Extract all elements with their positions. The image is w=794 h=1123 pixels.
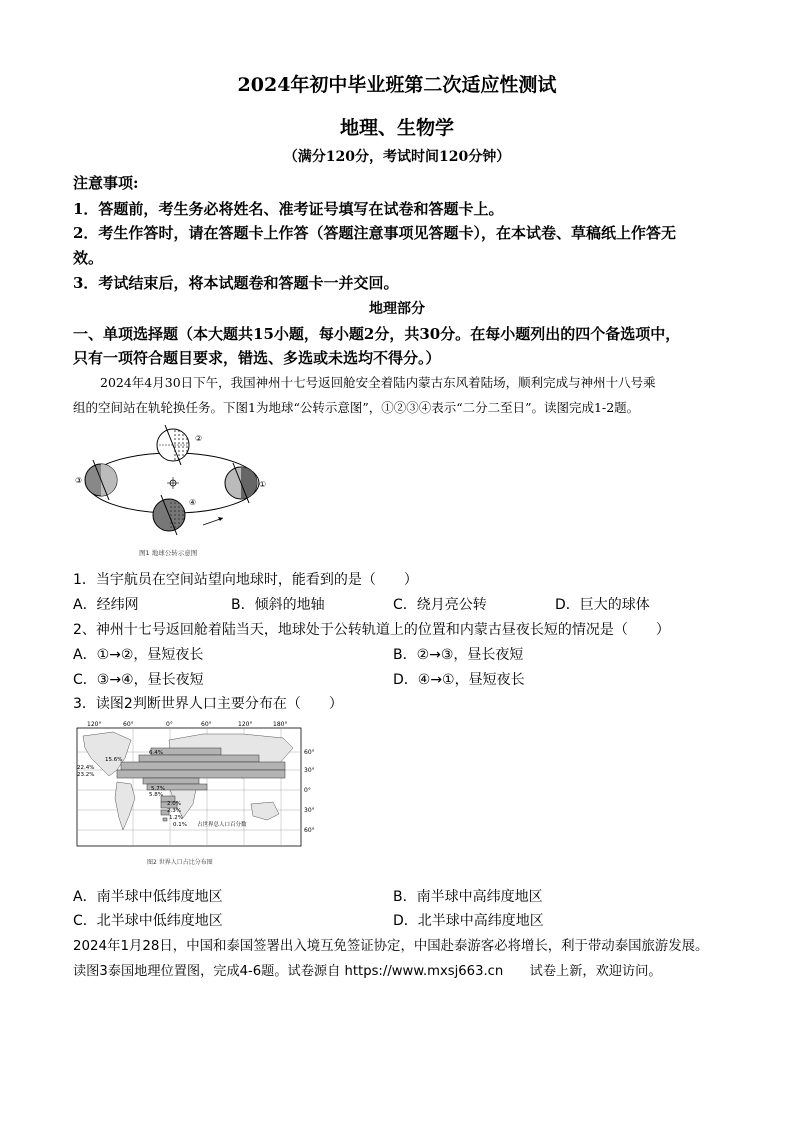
earth-position-3 — [85, 460, 117, 500]
sun-icon — [167, 477, 179, 489]
score-note: （满分120分，考试时间120分钟） — [283, 149, 511, 165]
earth-position-4 — [153, 495, 185, 535]
population-bar — [117, 770, 285, 778]
marker-2: ② — [195, 434, 203, 443]
q2-option-d[interactable]: D．④→①，昼短夜长 — [393, 672, 525, 688]
q1-option-b[interactable]: B．倾斜的地轴 — [231, 597, 325, 613]
earth-position-2 — [157, 425, 189, 465]
notice-item-3: 3．考试结束后，将本试题卷和答题卡一并交回。 — [73, 274, 399, 292]
percent-label: 5.7% — [151, 786, 165, 792]
percent-label: 2.3% — [167, 808, 181, 814]
q1-stem: 1．当宇航员在空间站望向地球时，能看到的是（ ） — [73, 572, 418, 588]
percent-label: 1.2% — [169, 815, 183, 821]
q3-option-d[interactable]: D．北半球中高纬度地区 — [393, 913, 544, 929]
percent-label: 23.2% — [77, 772, 95, 778]
exam-subject: 地理、生物学 — [339, 117, 454, 139]
q1-option-a[interactable]: A．经纬网 — [73, 597, 139, 613]
q2-option-b[interactable]: B．②→③，昼长夜短 — [393, 647, 524, 663]
lat-label: 60° — [304, 827, 315, 834]
figure1-caption: 图1 地球公转示意图 — [139, 549, 198, 557]
q3-stem: 3．读图2判断世界人口主要分布在（ ） — [73, 696, 343, 712]
marker-3: ③ — [75, 476, 83, 485]
q1-option-c[interactable]: C．绕月亮公转 — [393, 597, 487, 613]
percent-label: 6.4% — [149, 750, 163, 756]
population-bar — [163, 818, 167, 821]
notice-item-2-line2: 效。 — [73, 249, 104, 267]
percent-label: 5.8% — [149, 792, 163, 798]
notice-heading: 注意事项: — [73, 174, 139, 192]
lon-label: 120° — [87, 721, 102, 728]
population-bar — [143, 778, 199, 784]
population-bar — [121, 762, 285, 770]
q2-stem: 2、神州十七号返回舱着陆当天，地球处于公转轨道上的位置和内蒙古昼夜长短的情况是（ ） — [73, 622, 670, 638]
lon-label: 180° — [273, 721, 288, 728]
passage1-line2: 组的空间站在轨轮换任务。下图1为地球“公转示意图”，①②③④表示“二分二至日”。读图完成1-2题。 — [73, 400, 640, 415]
notice-item-1: 1．答题前，考生务必将姓名、准考证号填写在试卷和答题卡上。 — [73, 200, 504, 218]
q3-option-b[interactable]: B．南半球中高纬度地区 — [393, 889, 543, 905]
legend-text: 占世界总人口百分数 — [197, 822, 247, 828]
percent-label: 2.0% — [167, 801, 181, 807]
lat-label: 0° — [304, 787, 311, 794]
percent-label: 22.4% — [77, 765, 95, 771]
figure1-orbit-diagram — [73, 425, 273, 560]
passage2-line1: 2024年1月28日，中国和泰国签署出入境互免签证协定，中国赴泰游客必将增长，利于带动泰国旅游发展。 — [73, 939, 709, 954]
population-bar — [139, 755, 259, 762]
lat-label: 30° — [304, 767, 315, 774]
marker-4: ④ — [189, 498, 197, 507]
exam-title: 2024年初中毕业班第二次适应性测试 — [237, 74, 557, 96]
lon-label: 0° — [166, 721, 173, 728]
figure2-caption: 图2 世界人口占比分布图 — [147, 859, 213, 866]
section-instruction-line1: 一、单项选择题（本大题共15小题，每小题2分，共30分。在每小题列出的四个备选项中， — [73, 325, 681, 343]
q1-option-d[interactable]: D．巨大的球体 — [555, 597, 650, 613]
q2-option-c[interactable]: C．③→④，昼长夜短 — [73, 672, 204, 688]
percent-label: 15.6% — [105, 757, 123, 763]
section-instruction-line2: 只有一项符合题目要求，错选、多选或未选均不得分。） — [73, 349, 441, 367]
lon-label: 60° — [123, 721, 134, 728]
lat-label: 60° — [304, 749, 315, 756]
notice-item-2-line1: 2．考生作答时，请在答题卡上作答（答题注意事项见答题卡），在本试卷、草稿纸上作答无 — [73, 224, 676, 242]
marker-1: ① — [259, 480, 267, 489]
lon-label: 60° — [201, 721, 212, 728]
figure2-population-map — [73, 718, 325, 870]
q3-option-c[interactable]: C．北半球中低纬度地区 — [73, 913, 223, 929]
q2-option-a[interactable]: A．①→②，昼短夜长 — [73, 647, 204, 663]
lon-label: 120° — [238, 721, 253, 728]
lat-label: 30° — [304, 807, 315, 814]
passage1-line1: 2024年4月30日下午，我国神州十七号返回舱安全着陆内蒙古东风着陆场，顺利完成与神州十八号乘 — [100, 375, 656, 390]
passage2-line2: 读图3泰国地理位置图，完成4-6题。试卷源自 https://www.mxsj663.cn 试卷上新，欢迎访问。 — [73, 964, 662, 979]
earth-position-1 — [225, 463, 257, 503]
percent-label: 0.1% — [173, 822, 187, 828]
section-title: 地理部分 — [369, 301, 425, 317]
q3-option-a[interactable]: A．南半球中低纬度地区 — [73, 889, 223, 905]
population-map-svg — [73, 718, 325, 870]
orbit-svg — [73, 425, 273, 560]
